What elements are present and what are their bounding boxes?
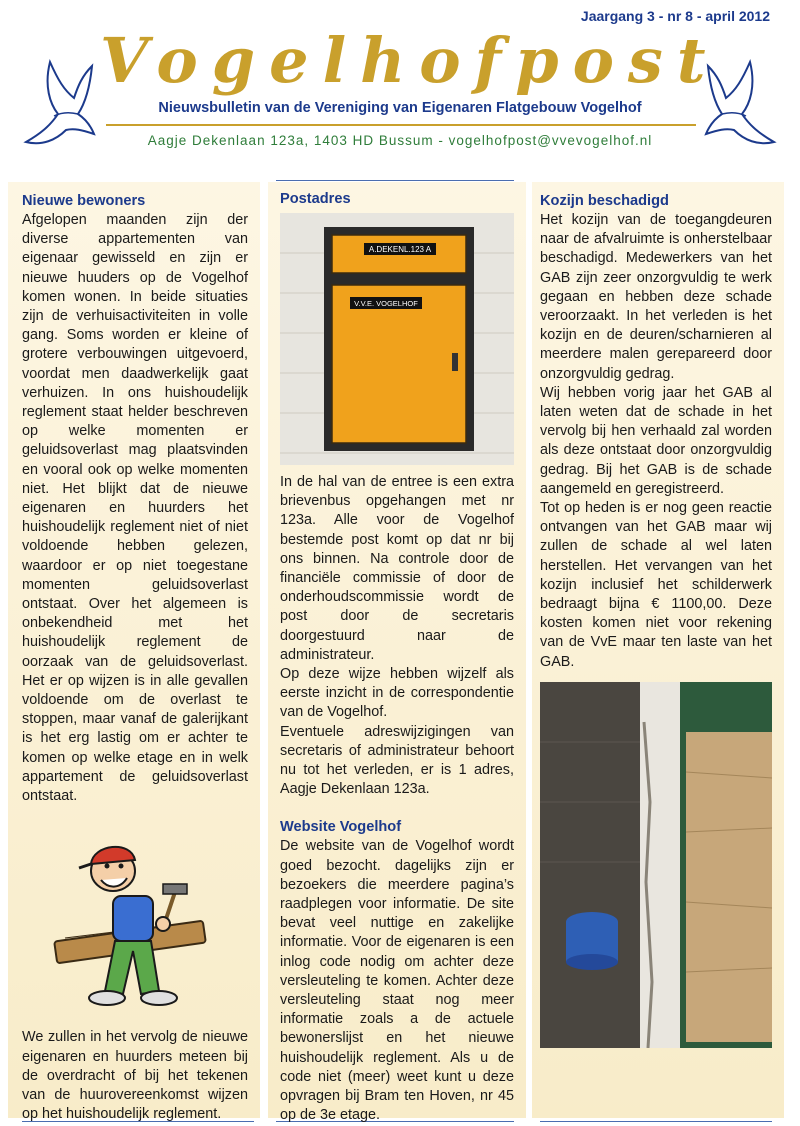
- article-heading: Website Vogelhof: [280, 819, 402, 836]
- subtitle: Nieuwsbulletin van de Vereniging van Eigenaren Flatgebouw Vogelhof: [158, 100, 642, 116]
- article-postal-address: [268, 182, 526, 1124]
- article-heading: Kozijn beschadigd: [540, 193, 669, 209]
- dove-left-icon: [20, 56, 100, 156]
- handyman-illustration: [35, 826, 235, 1016]
- mailbox-label-top: A.DEKENL.123 A: [368, 245, 432, 254]
- column-rule: [540, 1121, 772, 1122]
- article-body: Het kozijn van de toegangdeuren naar de afvalruimte is onherstelbaar beschadigd. Medewerkers van het GAB zijn zeer onzorgvuldig te werk gegaan en hebben deze schade veroorzaakt. In het verleden is het kozijn en de deuren/scharnieren al meerdere malen gerepareerd door onzorgvuldig gedrag.: [540, 212, 772, 382]
- mailbox-label-bottom: V.V.E. VOGELHOF: [354, 299, 418, 308]
- contact-address: Aagje Dekenlaan 123a, 1403 HD Bussum - vogelhofpost@vvevogelhof.nl: [147, 133, 653, 148]
- article-body: In de hal van de entree is een extra brievenbus opgehangen met nr 123a. Alle voor de Vogelhof bestemde post komt op dat nr bij ons binnen. Na controle door de financiële commissie of door de onderhoudscommissie wordt de post door de secretaris doorgestuurd naar de administrateur.: [280, 474, 514, 663]
- article-body: Wij hebben vorig jaar het GAB al laten weten dat de schade in het vervolg bij hen verhaald zal worden als deze ontstaat door onzorgvuldig gedrag. Bij het GAB is de schade aangemeld en geregistreerd.: [540, 384, 772, 497]
- masthead-title: Vogelhofpost: [100, 24, 720, 97]
- article-body: Op deze wijze hebben wijzelf als eerste inzicht in de correspondentie van de Vogelhof.: [280, 666, 514, 721]
- mailbox-photo: [280, 213, 514, 465]
- article-damaged-frame: [532, 182, 784, 1118]
- header-rule: [106, 124, 696, 126]
- article-heading: Postadres: [280, 191, 351, 207]
- article-body: De website van de Vogelhof wordt goed bezocht. dagelijks zijn er bezoekers die meerdere pagina’s raadplegen voor informatie. De site bevat veel nuttige en zakelijke informatie. Voor de eigenaren is een inlog code nodig om achter deze versleuteling te komen. Achter deze versleuteling staat nog meer informatie zoals a de actuele bewonerslijst en het nieuwe huishoudelijk reglement. Als u de code niet (meer) weet kunt u deze opvragen bij Bram ten Hoven, nr 45 op de 3e etage.: [280, 838, 514, 1124]
- article-closing: We zullen in het vervolg de nieuwe eigenaren en huurders meteen bij de overdracht of bij het tekenen van de huurovereenkomst wijzen op het huishoudelijk reglement.: [22, 1029, 248, 1123]
- article-heading: Nieuwe bewoners: [22, 193, 146, 209]
- article-body: Tot op heden is er nog geen reactie ontvangen van het GAB maar wij zullen de schade al wel laten herstellen. Het vervangen van het kozijn inclusief het schilderwerk bedraagt bijna € 1100,00. Deze kosten komen niet voor rekening van de VvE maar ten laste van het GAB.: [540, 500, 772, 670]
- column-rule: [276, 180, 514, 181]
- article-body: Afgelopen maanden zijn der diverse appartementen van eigenaar gewisseld en zijn er nieuwe huuders op de Vogelhof komen wonen. In beide situaties zijn de verhuisactiviteiten in volle gang. Soms worden er kleine of grotere verbouwingen uitgevoerd, voordat men daadwerkelijk gaat verhuizen. In ons huishoudelijk reglement staat helder beschreven op welke momenten er geluidsoverlast mag plaatsvinden en vooral ook op welke momenten niet. Het blijkt dat de nieuwe eigenaren en huurders het huishoudelijk reglement niet of niet voldoende hebben gelezen, waardoor er op niet toegestane momenten geluidsoverlast ontstaat. Over het algemeen is onbekendheid met het huishoudelijk reglement de oorzaak van de geluidsoverlast. Het er op wijzen is in alle gevallen voldoende om de overlast te stoppen, maar vanaf de galerijkant is het erg lastig om er achter te komen op welke etage en in welk appartement de geluidsoverlast ontstaat.: [22, 212, 248, 805]
- article-new-residents: [8, 182, 260, 1123]
- article-body: Eventuele adreswijzigingen van secretaris of administrateur behoort nu tot het verleden, er is 1 adres, Aagje Dekenlaan 123a.: [280, 723, 514, 798]
- issue-info: Jaargang 3 - nr 8 - april 2012: [580, 8, 770, 24]
- damaged-frame-photo: [540, 682, 772, 1048]
